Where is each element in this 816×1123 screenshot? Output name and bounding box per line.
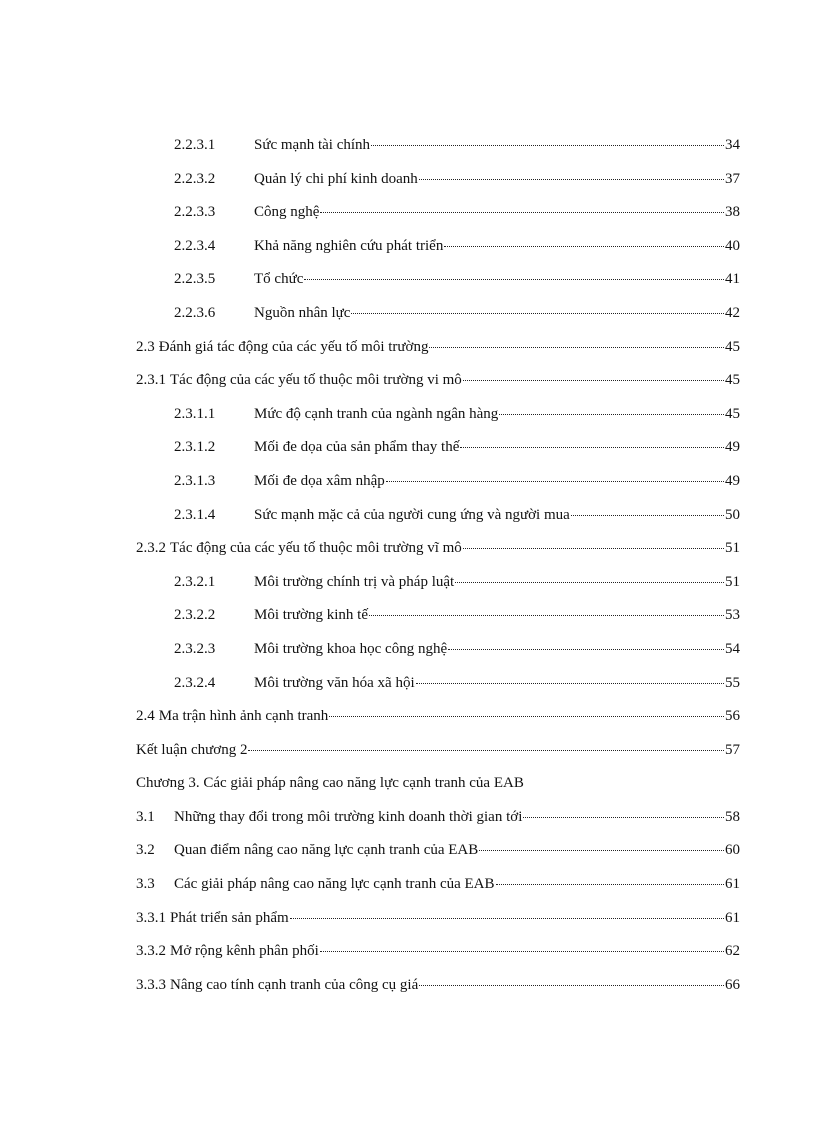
toc-entry-title: Mối đe dọa xâm nhập bbox=[254, 472, 385, 489]
toc-entry-title: Tác động của các yếu tố thuộc môi trường vi mô bbox=[170, 372, 462, 389]
toc-entry[interactable] bbox=[136, 838, 740, 872]
toc-entry[interactable] bbox=[136, 973, 740, 1007]
toc-entry-title: Môi trường văn hóa xã hội bbox=[254, 674, 415, 691]
toc-entry-number: 2.2.3.2 bbox=[174, 170, 216, 187]
toc-entry-number: 3.3.3 bbox=[136, 976, 166, 993]
toc-entry-title: Môi trường kinh tế bbox=[254, 607, 368, 624]
toc-entry[interactable] bbox=[136, 771, 740, 805]
toc-dot-leader bbox=[320, 951, 724, 952]
toc-entry-number: 3.3 bbox=[136, 876, 155, 893]
toc-entry[interactable] bbox=[136, 738, 740, 772]
toc-entry-title: Nguồn nhân lực bbox=[254, 304, 351, 321]
toc-entry-number: 2.3.2 bbox=[136, 540, 166, 557]
toc-entry-page-number: 51 bbox=[725, 573, 740, 590]
toc-entry-page-number: 45 bbox=[725, 338, 740, 355]
toc-entry-page-number: 51 bbox=[725, 540, 740, 557]
toc-entry-page-number: 49 bbox=[725, 472, 740, 489]
toc-entry-title: Tác động của các yếu tố thuộc môi trường vĩ mô bbox=[170, 540, 462, 557]
toc-entry-title: Tổ chức bbox=[254, 271, 304, 288]
toc-dot-leader bbox=[419, 179, 724, 180]
toc-entry-page-number: 60 bbox=[725, 842, 740, 859]
toc-entry-page-number: 61 bbox=[725, 876, 740, 893]
toc-dot-leader bbox=[329, 716, 724, 717]
toc-entry-page-number: 45 bbox=[725, 372, 740, 389]
toc-entry-title: Quan điểm nâng cao năng lực cạnh tranh của EAB bbox=[174, 842, 479, 859]
toc-dot-leader bbox=[523, 817, 724, 818]
toc-entry[interactable] bbox=[136, 301, 740, 335]
toc-entry[interactable] bbox=[136, 469, 740, 503]
toc-entry-title: Mức độ cạnh tranh của ngành ngân hàng bbox=[254, 405, 499, 422]
toc-entry-number: 2.3.2.2 bbox=[174, 607, 216, 624]
toc-entry[interactable] bbox=[136, 536, 740, 570]
toc-entry-number: 3.3.2 bbox=[136, 943, 166, 960]
toc-entry-number: 2.2.3.4 bbox=[174, 237, 216, 254]
toc-dot-leader bbox=[369, 615, 724, 616]
toc-entry-number: 2.3.2.1 bbox=[174, 573, 216, 590]
toc-dot-leader bbox=[419, 985, 724, 986]
toc-entry[interactable] bbox=[136, 570, 740, 604]
toc-entry[interactable] bbox=[136, 267, 740, 301]
toc-dot-leader bbox=[320, 212, 724, 213]
toc-entry[interactable] bbox=[136, 234, 740, 268]
toc-entry[interactable] bbox=[136, 435, 740, 469]
toc-entry-page-number: 34 bbox=[725, 137, 740, 153]
toc-entry-number: 2.2.3.1 bbox=[174, 137, 216, 153]
toc-dot-leader bbox=[386, 481, 724, 482]
toc-entry-number: 2.2.3.5 bbox=[174, 271, 216, 288]
toc-entry-title: Công nghệ bbox=[254, 204, 320, 221]
toc-entry-title: Sức mạnh tài chính bbox=[254, 137, 371, 153]
toc-entry[interactable] bbox=[136, 133, 740, 167]
toc-dot-leader bbox=[416, 683, 724, 684]
toc-entry-number: 2.2.3.3 bbox=[174, 204, 216, 221]
toc-dot-leader bbox=[499, 414, 724, 415]
toc-entry-page-number: 49 bbox=[725, 439, 740, 456]
toc-entry[interactable] bbox=[136, 368, 740, 402]
toc-entry-title: Quản lý chi phí kinh doanh bbox=[254, 170, 418, 187]
toc-entry-title: Kết luận chương 2 bbox=[136, 741, 248, 758]
toc-dot-leader bbox=[429, 347, 724, 348]
toc-dot-leader bbox=[448, 649, 724, 650]
toc-entry-title: Môi trường chính trị và pháp luật bbox=[254, 573, 455, 590]
toc-dot-leader bbox=[463, 380, 724, 381]
toc-entry-number: 2.3.1.4 bbox=[174, 506, 216, 523]
toc-dot-leader bbox=[479, 850, 724, 851]
toc-entry-title: Mở rộng kênh phân phối bbox=[170, 943, 319, 960]
toc-dot-leader bbox=[496, 884, 724, 885]
toc-entry[interactable] bbox=[136, 671, 740, 705]
toc-entry[interactable] bbox=[136, 637, 740, 671]
toc-entry-number: 3.2 bbox=[136, 842, 155, 859]
toc-entry-page-number: 55 bbox=[725, 674, 740, 691]
toc-entry-page-number: 53 bbox=[725, 607, 740, 624]
toc-entry[interactable] bbox=[136, 939, 740, 973]
toc-entry-title: Nâng cao tính cạnh tranh của công cụ giá bbox=[170, 976, 419, 993]
toc-entry-page-number: 57 bbox=[725, 741, 740, 758]
toc-entry-title: Chương 3. Các giải pháp nâng cao năng lực cạnh tranh của EAB bbox=[136, 775, 524, 792]
toc-entry[interactable] bbox=[136, 704, 740, 738]
toc-entry-number: 3.1 bbox=[136, 808, 155, 825]
toc-entry-number: 2.3.2.4 bbox=[174, 674, 216, 691]
toc-entry[interactable] bbox=[136, 167, 740, 201]
toc-entry-page-number: 61 bbox=[725, 909, 740, 926]
toc-entry[interactable] bbox=[136, 872, 740, 906]
toc-dot-leader bbox=[460, 447, 724, 448]
toc-entry-page-number: 58 bbox=[725, 808, 740, 825]
toc-entry-page-number: 54 bbox=[725, 640, 740, 657]
toc-entry[interactable] bbox=[136, 200, 740, 234]
toc-entry-title: Môi trường khoa học công nghệ bbox=[254, 640, 448, 657]
toc-entry-number: 2.2.3.6 bbox=[174, 304, 216, 321]
toc-entry-title: Mối đe dọa của sản phẩm thay thế bbox=[254, 439, 460, 456]
toc-entry[interactable] bbox=[136, 503, 740, 537]
toc-entry[interactable] bbox=[136, 603, 740, 637]
toc-entry-page-number: 56 bbox=[725, 708, 740, 725]
toc-entry-number: 2.3.2.3 bbox=[174, 640, 216, 657]
toc-entry-title: Phát triển sản phẩm bbox=[170, 909, 289, 926]
toc-dot-leader bbox=[463, 548, 724, 549]
toc-entry-number: 2.3.1 bbox=[136, 372, 166, 389]
toc-entry-page-number: 40 bbox=[725, 237, 740, 254]
toc-entry-title: Sức mạnh mặc cả của người cung ứng và người mua bbox=[254, 506, 570, 523]
toc-entry-number: 2.3.1.3 bbox=[174, 472, 216, 489]
toc-dot-leader bbox=[248, 750, 724, 751]
toc-entry[interactable] bbox=[136, 906, 740, 940]
toc-entry-page-number: 50 bbox=[725, 506, 740, 523]
toc-entry-page-number: 37 bbox=[725, 170, 740, 187]
toc-entry-title: Đánh giá tác động của các yếu tố môi trường bbox=[158, 338, 429, 355]
toc-entry-title: Khả năng nghiên cứu phát triển bbox=[254, 237, 444, 254]
toc-entry-title: Các giải pháp nâng cao năng lực cạnh tranh của EAB bbox=[174, 876, 495, 893]
toc-dot-leader bbox=[351, 313, 724, 314]
toc-dot-leader bbox=[290, 918, 724, 919]
table-of-contents bbox=[136, 133, 740, 1006]
toc-entry-title: Ma trận hình ảnh cạnh tranh bbox=[158, 708, 329, 725]
toc-entry-page-number: 66 bbox=[725, 976, 740, 993]
toc-entry-title: Những thay đổi trong môi trường kinh doanh thời gian tới bbox=[174, 808, 523, 825]
toc-entry-number: 2.3 bbox=[136, 338, 155, 355]
toc-entry[interactable] bbox=[136, 335, 740, 369]
toc-entry-page-number: 41 bbox=[725, 271, 740, 288]
toc-entry-page-number: 45 bbox=[725, 405, 740, 422]
toc-dot-leader bbox=[371, 145, 724, 146]
toc-dot-leader bbox=[444, 246, 724, 247]
toc-dot-leader bbox=[304, 279, 724, 280]
toc-entry-number: 3.3.1 bbox=[136, 909, 166, 926]
toc-dot-leader bbox=[571, 515, 724, 516]
toc-entry[interactable] bbox=[136, 805, 740, 839]
toc-entry-page-number: 42 bbox=[725, 304, 740, 321]
toc-entry-number: 2.4 bbox=[136, 708, 155, 725]
toc-entry-number: 2.3.1.2 bbox=[174, 439, 216, 456]
toc-entry-page-number: 62 bbox=[725, 943, 740, 960]
toc-dot-leader bbox=[455, 582, 724, 583]
toc-entry-number: 2.3.1.1 bbox=[174, 405, 216, 422]
toc-entry-page-number: 38 bbox=[725, 204, 740, 221]
toc-entry[interactable] bbox=[136, 402, 740, 436]
